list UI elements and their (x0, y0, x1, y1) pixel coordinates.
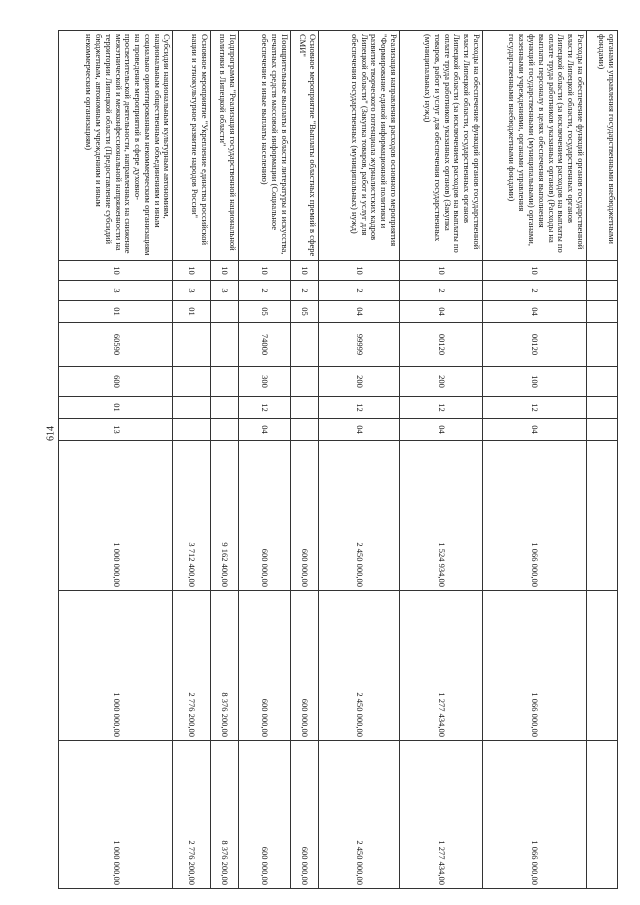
row-name: Подпрограмма "Реализация государственной национальной политики в Липецкой области" (210, 31, 238, 261)
cell-pr: 04 (318, 301, 399, 323)
cell-rz: 2 (238, 281, 290, 301)
cell-gr: 10 (238, 261, 290, 281)
amount-1: 600 000,00 (238, 441, 290, 591)
table-row (586, 31, 617, 889)
cell-vr: 300 (238, 367, 290, 397)
cell-gr (586, 261, 617, 281)
cell-gr: 10 (173, 261, 210, 281)
cell-s2: 04 (482, 419, 586, 441)
cell-vr: 600 (59, 367, 173, 397)
cell-rz (586, 281, 617, 301)
row-name: Расходы на обеспечение функций органов государственной власти Липецкой области, государственных органов Липецкой области (за исключением расходов на выплаты по оплате труда работников указанных органов) (Закупка товаров, работ и услуг для обеспечения государственных (муниципальных) нужд) (399, 31, 482, 261)
amount-3: 1 277 434,00 (399, 741, 482, 889)
cell-rz: 2 (482, 281, 586, 301)
amount-1: 3 712 400,00 (173, 441, 210, 591)
cell-s2 (173, 419, 210, 441)
amount-1: 1 524 934,00 (399, 441, 482, 591)
cell-gr: 10 (318, 261, 399, 281)
amount-3: 8 376 200,00 (210, 741, 238, 889)
amount-2: 8 376 200,00 (210, 591, 238, 741)
row-name: Основное мероприятие "Укрепление единства российской нации и этнокультурное развитие народов России" (173, 31, 210, 261)
amount-3 (586, 741, 617, 889)
cell-cs: 00120 (482, 323, 586, 367)
amount-2: 600 000,00 (290, 591, 318, 741)
cell-rz: 3 (173, 281, 210, 301)
budget-table (58, 30, 618, 889)
cell-s2 (290, 419, 318, 441)
table-body (59, 31, 618, 889)
cell-gr: 10 (399, 261, 482, 281)
cell-s1: 12 (482, 397, 586, 419)
cell-s1 (210, 397, 238, 419)
table-row (238, 31, 290, 889)
amount-1: 9 162 400,00 (210, 441, 238, 591)
amount-3: 2 776 200,00 (173, 741, 210, 889)
table-row (210, 31, 238, 889)
cell-s1: 12 (238, 397, 290, 419)
cell-gr: 10 (210, 261, 238, 281)
cell-gr: 10 (482, 261, 586, 281)
amount-1: 1 066 000,00 (482, 441, 586, 591)
cell-s1 (586, 397, 617, 419)
cell-rz: 3 (59, 281, 173, 301)
table-row (318, 31, 399, 889)
cell-s2 (586, 419, 617, 441)
table-row (59, 31, 173, 889)
cell-rz: 2 (290, 281, 318, 301)
amount-2: 2 776 200,00 (173, 591, 210, 741)
row-name: Поощрительные выплаты в области литературы и искусства, печатных средств массовой информации (Социальное обеспечение и иные выплаты населению) (238, 31, 290, 261)
table-row (482, 31, 586, 889)
cell-vr (210, 367, 238, 397)
amount-3: 600 000,00 (290, 741, 318, 889)
cell-cs: 60590 (59, 323, 173, 367)
cell-pr: 05 (238, 301, 290, 323)
cell-rz: 2 (318, 281, 399, 301)
page-number: 614 (45, 426, 57, 441)
cell-gr: 10 (290, 261, 318, 281)
cell-pr: 01 (173, 301, 210, 323)
cell-vr: 100 (482, 367, 586, 397)
row-name: Основное мероприятие "Выплаты областных премий в сфере СМИ" (290, 31, 318, 261)
amount-2 (586, 591, 617, 741)
cell-pr (210, 301, 238, 323)
cell-vr (173, 367, 210, 397)
cell-cs: 74000 (238, 323, 290, 367)
cell-s2: 04 (238, 419, 290, 441)
cell-cs (586, 323, 617, 367)
cell-vr (290, 367, 318, 397)
cell-cs (210, 323, 238, 367)
amount-1: 1 000 000,00 (59, 441, 173, 591)
row-name: органами управления государственными внебюджетными фондами) (586, 31, 617, 261)
cell-rz: 3 (210, 281, 238, 301)
cell-s1 (290, 397, 318, 419)
amount-2: 2 450 000,00 (318, 591, 399, 741)
cell-pr: 04 (399, 301, 482, 323)
amount-2: 1 277 434,00 (399, 591, 482, 741)
table-row (173, 31, 210, 889)
budget-table-rotated (58, 30, 618, 888)
row-name: Субсидии национальным культурным автономиям, национальным общественным объединениям и иным социально ориентированным некоммерческим организациям на проведение мероприятий в сфере духовно-просветительской деятельности, направленных на снижение межэтнической и межконфессиональной напряженности на территории Липецкой области (Предоставление субсидий бюджетным, автономным учреждениям и иным некоммерческим организациям) (59, 31, 173, 261)
cell-s1: 12 (318, 397, 399, 419)
row-name: Реализация направления расходов основного мероприятия "Формирование единой информационной политики и развитие творческого потенциала журналистских кадров Липецкой области" (Закупка товаров, работ и услуг для обеспечения государственных (муниципальных) нужд) (318, 31, 399, 261)
cell-s1 (173, 397, 210, 419)
amount-3: 1 066 000,00 (482, 741, 586, 889)
cell-s2: 04 (399, 419, 482, 441)
cell-cs: 00120 (399, 323, 482, 367)
amount-1 (586, 441, 617, 591)
row-name: Расходы на обеспечение функций органов государственной власти Липецкой области, государственных органов Липецкой области (за исключением расходов на выплаты по оплате труда работников указанных органов) (Расходы на выплаты персоналу в целях обеспечения выполнения функций государственными (муниципальными) органами, казенными учреждениями, органами управления государственными внебюджетными фондами) (482, 31, 586, 261)
amount-1: 600 000,00 (290, 441, 318, 591)
cell-cs: 99999 (318, 323, 399, 367)
amount-3: 2 450 000,00 (318, 741, 399, 889)
cell-gr: 10 (59, 261, 173, 281)
cell-vr: 200 (318, 367, 399, 397)
cell-s2 (210, 419, 238, 441)
cell-pr: 05 (290, 301, 318, 323)
table-row (399, 31, 482, 889)
cell-cs (290, 323, 318, 367)
table-row (290, 31, 318, 889)
amount-1: 2 450 000,00 (318, 441, 399, 591)
amount-2: 600 000,00 (238, 591, 290, 741)
amount-2: 1 000 000,00 (59, 591, 173, 741)
cell-vr (586, 367, 617, 397)
amount-3: 1 000 000,00 (59, 741, 173, 889)
cell-s1: 12 (399, 397, 482, 419)
cell-s1: 01 (59, 397, 173, 419)
cell-rz: 2 (399, 281, 482, 301)
cell-s2: 13 (59, 419, 173, 441)
cell-pr: 04 (482, 301, 586, 323)
cell-pr (586, 301, 617, 323)
amount-2: 1 066 000,00 (482, 591, 586, 741)
amount-3: 600 000,00 (238, 741, 290, 889)
cell-s2: 04 (318, 419, 399, 441)
cell-vr: 200 (399, 367, 482, 397)
cell-pr: 01 (59, 301, 173, 323)
cell-cs (173, 323, 210, 367)
